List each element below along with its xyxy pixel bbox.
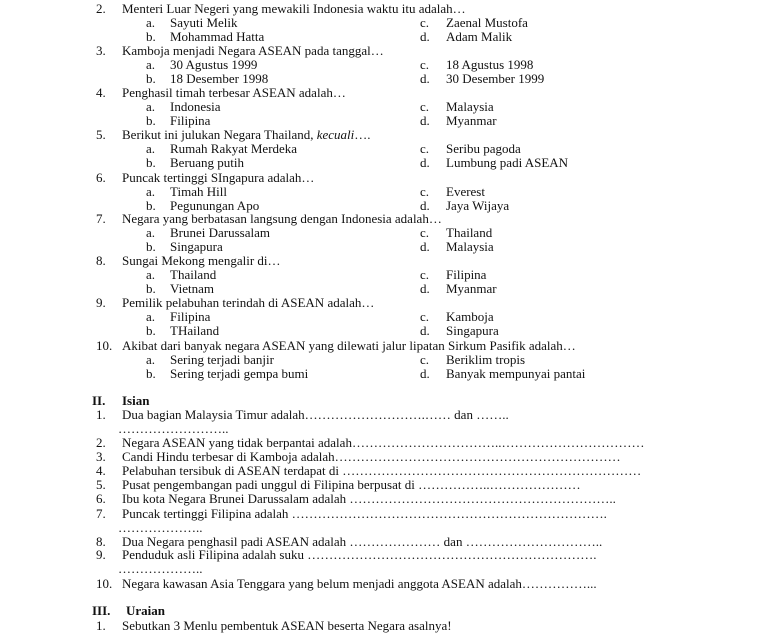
option-letter: a. (146, 15, 156, 30)
isian-text: Penduduk asli Filipina adalah suku …………………………………………………………. (122, 547, 597, 562)
option-letter: a. (146, 352, 156, 367)
option-letter: a. (146, 141, 156, 156)
question-number: 9. (96, 295, 106, 310)
option-text: Malaysia (446, 239, 494, 254)
isian-text: Puncak tertinggi Filipina adalah ………………………………………………………………. (122, 506, 607, 521)
option-text: Singapura (446, 323, 499, 338)
isian-text: Pusat pengembangan padi unggul di Filipina berpusat di ……………..………………… (122, 477, 581, 492)
option-letter: b. (146, 239, 156, 254)
question-number: 3. (96, 43, 106, 58)
isian-text: Dua bagian Malaysia Timur adalah……………………….…… dan …….. (122, 407, 509, 422)
option-text: Kamboja (446, 309, 494, 324)
option-letter: d. (420, 198, 430, 213)
option-text: Adam Malik (446, 29, 513, 44)
option-letter: b. (146, 113, 156, 128)
option-letter: a. (146, 267, 156, 282)
question-number: 8. (96, 253, 106, 268)
option-text: Zaenal Mustofa (446, 15, 528, 30)
section-title: Uraian (126, 603, 165, 618)
option-letter: d. (420, 155, 430, 170)
option-text: Filipina (446, 267, 487, 282)
option-letter: d. (420, 113, 430, 128)
option-letter: a. (146, 184, 156, 199)
option-text: Malaysia (446, 99, 494, 114)
option-text: Sering terjadi banjir (170, 352, 274, 367)
option-letter: b. (146, 71, 156, 86)
option-letter: d. (420, 366, 430, 381)
option-letter: c. (420, 15, 430, 30)
option-text: Thailand (170, 267, 217, 282)
question-text: Penghasil timah terbesar ASEAN adalah… (122, 85, 346, 100)
option-text: Timah Hill (170, 184, 227, 199)
option-text: 30 Desember 1999 (446, 71, 545, 86)
option-text: Banyak mempunyai pantai (446, 366, 586, 381)
option-text: Filipina (170, 113, 211, 128)
isian-text: Negara kawasan Asia Tenggara yang belum menjadi anggota ASEAN adalah……………... (122, 576, 597, 591)
question-tail: …. (354, 127, 371, 142)
question-number: 2. (96, 1, 106, 16)
isian-number: 3. (96, 449, 106, 464)
option-letter: a. (146, 309, 156, 324)
section-number: III. (92, 603, 111, 618)
option-text: Jaya Wijaya (446, 198, 510, 213)
isian-text: Candi Hindu terbesar di Kamboja adalah………………………………………………………… (122, 449, 621, 464)
option-text: Indonesia (170, 99, 221, 114)
option-letter: d. (420, 29, 430, 44)
option-letter: b. (146, 323, 156, 338)
option-letter: c. (420, 309, 430, 324)
option-text: Lumbung padi ASEAN (446, 155, 569, 170)
question-number: 4. (96, 85, 106, 100)
option-text: Rumah Rakyat Merdeka (170, 141, 298, 156)
option-text: 18 Desember 1998 (170, 71, 269, 86)
uraian-number: 1. (96, 618, 106, 633)
option-letter: a. (146, 99, 156, 114)
option-letter: b. (146, 198, 156, 213)
question-text: Pemilik pelabuhan terindah di ASEAN adalah… (122, 295, 375, 310)
question-text: Negara yang berbatasan langsung dengan Indonesia adalah… (122, 211, 442, 226)
question-number: 7. (96, 211, 106, 226)
isian-number: 6. (96, 491, 106, 506)
option-letter: c. (420, 57, 430, 72)
isian-text: Ibu kota Negara Brunei Darussalam adalah …………………………………………………….. (122, 491, 616, 506)
option-text: Beriklim tropis (446, 352, 526, 367)
isian-number: 5. (96, 477, 106, 492)
option-text: Myanmar (446, 281, 497, 296)
uraian-text: Sebutkan 3 Menlu pembentuk ASEAN beserta Negara asalnya! (122, 618, 452, 633)
option-letter: b. (146, 281, 156, 296)
option-letter: d. (420, 71, 430, 86)
isian-continuation: ……………….. (118, 520, 203, 535)
isian-text: Dua Negara penghasil padi ASEAN adalah ………………… dan ………………………….. (122, 534, 603, 549)
option-letter: d. (420, 239, 430, 254)
option-text: Singapura (170, 239, 223, 254)
isian-number: 1. (96, 407, 106, 422)
option-letter: c. (420, 225, 430, 240)
option-letter: c. (420, 99, 430, 114)
option-text: 30 Agustus 1999 (170, 57, 258, 72)
option-text: Seribu pagoda (446, 141, 521, 156)
option-text: Myanmar (446, 113, 497, 128)
option-letter: d. (420, 281, 430, 296)
option-text: 18 Agustus 1998 (446, 57, 534, 72)
option-letter: c. (420, 267, 430, 282)
section-title: Isian (122, 393, 150, 408)
option-text: Brunei Darussalam (170, 225, 271, 240)
option-letter: a. (146, 57, 156, 72)
option-text: THailand (170, 323, 220, 338)
question-number: 10. (96, 338, 113, 353)
option-letter: c. (420, 184, 430, 199)
isian-number: 2. (96, 435, 106, 450)
isian-text: Negara ASEAN yang tidak berpantai adalah……………………………..…………………………… (122, 435, 645, 450)
question-number: 6. (96, 170, 106, 185)
option-letter: d. (420, 323, 430, 338)
option-text: Mohammad Hatta (170, 29, 265, 44)
isian-number: 9. (96, 547, 106, 562)
isian-number: 10. (96, 576, 113, 591)
section-number: II. (92, 393, 106, 408)
option-letter: b. (146, 29, 156, 44)
question-emphasis: kecuali (313, 127, 355, 142)
option-text: Beruang putih (170, 155, 245, 170)
option-letter: a. (146, 225, 156, 240)
option-letter: c. (420, 141, 430, 156)
isian-continuation: …………………….. (118, 421, 229, 436)
isian-number: 4. (96, 463, 106, 478)
option-text: Vietnam (170, 281, 214, 296)
question-text: Sungai Mekong mengalir di… (122, 253, 281, 268)
option-text: Sayuti Melik (170, 15, 238, 30)
isian-number: 7. (96, 506, 106, 521)
question-text: Berikut ini julukan Negara Thailand, kecuali…. (122, 127, 371, 142)
question-text: Kamboja menjadi Negara ASEAN pada tanggal… (122, 43, 384, 58)
option-text: Sering terjadi gempa bumi (170, 366, 309, 381)
option-text: Thailand (446, 225, 493, 240)
question-text: Menteri Luar Negeri yang mewakili Indonesia waktu itu adalah… (122, 1, 466, 16)
isian-continuation: ……………….. (118, 561, 203, 576)
question-number: 5. (96, 127, 106, 142)
option-text: Everest (446, 184, 485, 199)
option-text: Pegunungan Apo (170, 198, 260, 213)
question-text: Puncak tertinggi SIngapura adalah… (122, 170, 315, 185)
isian-text: Pelabuhan tersibuk di ASEAN terdapat di …………………………………………………………… (122, 463, 642, 478)
option-letter: b. (146, 366, 156, 381)
option-letter: b. (146, 155, 156, 170)
option-text: Filipina (170, 309, 211, 324)
isian-number: 8. (96, 534, 106, 549)
question-text: Akibat dari banyak negara ASEAN yang dilewati jalur lipatan Sirkum Pasifik adalah… (122, 338, 576, 353)
option-letter: c. (420, 352, 430, 367)
